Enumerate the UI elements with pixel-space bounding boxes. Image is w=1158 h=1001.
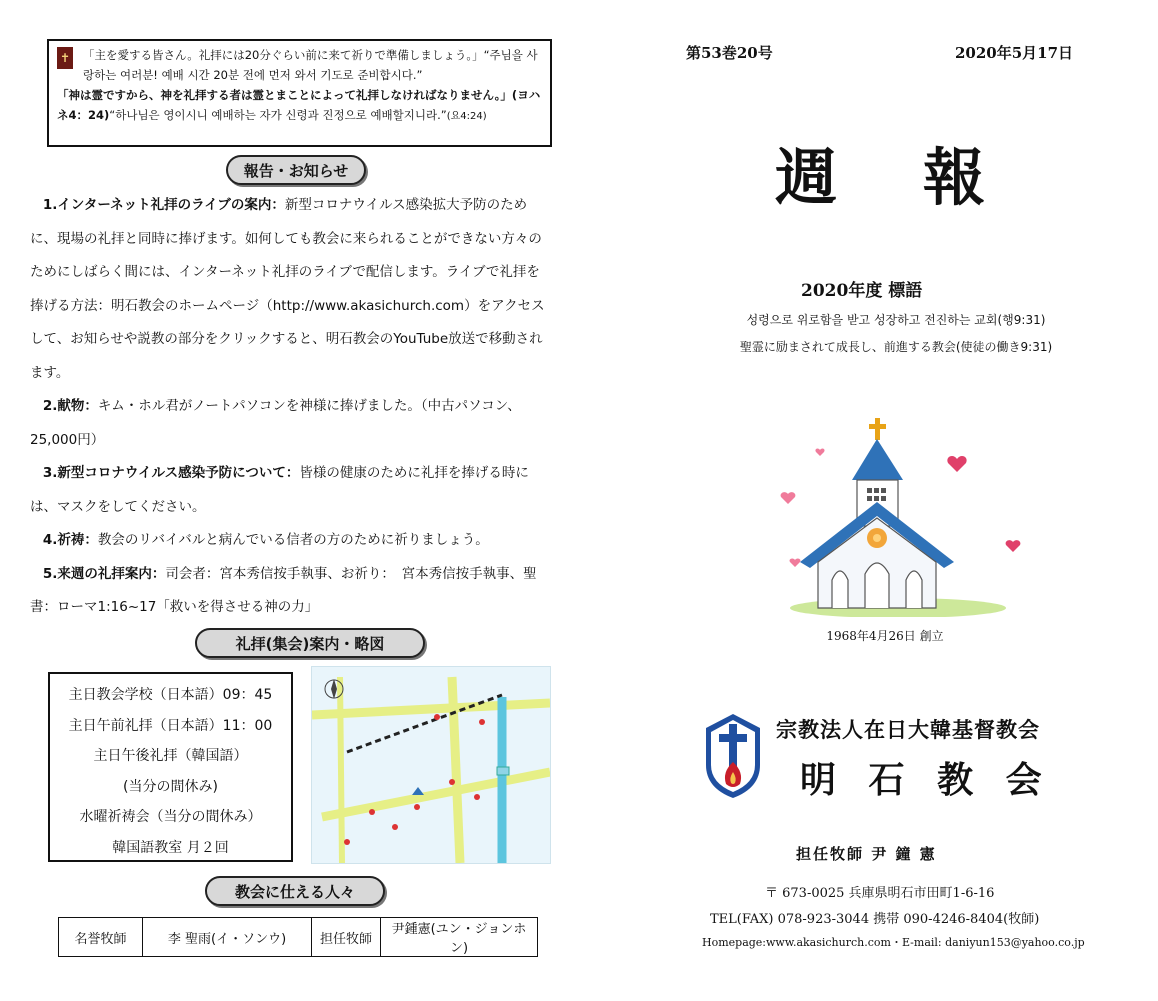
church-web: Homepage:www.akasichurch.com・E-mail: daniyun153@yahoo.co.jp <box>702 936 1085 949</box>
schedule-line: 主日教会学校（日本語）09：45 <box>68 687 273 703</box>
staff-table <box>58 917 538 957</box>
announcement-item: 4.祈祷：教会のリバイバルと病んでいる信者の方のために祈りましょう。 <box>42 532 489 548</box>
heart-icon <box>781 492 796 504</box>
heart-icon <box>1006 540 1021 552</box>
church-illustration <box>770 412 1030 617</box>
church-tel: TEL(FAX) 078-923-3044 携帯 090-4246-8404(牧師) <box>710 912 1040 927</box>
church-address: 〒 673-0025 兵庫県明石市田町1-6-16 <box>765 886 995 901</box>
volume-number: 第53巻20号 <box>686 44 773 62</box>
heart-icon <box>815 449 824 456</box>
church-name: 明 石 教 会 <box>800 759 1052 801</box>
worship-heading: 礼拝(集会)案内・略図 <box>195 628 425 658</box>
announcement-item: 5.来週の礼拝案内：司会者：宮本秀信按手執事、お祈り： 宮本秀信按手執事、聖書：ローマ1:16~17「救いを得させる神の力」 <box>30 565 537 615</box>
motto-korean: 성령으로 위로함을 받고 성장하고 전진하는 교회(행9:31) <box>746 313 1046 327</box>
schedule-line: 韓国語教室 月２回 <box>112 839 229 856</box>
church-organization: 宗教法人在日大韓基督教会 <box>776 717 1040 742</box>
heart-icon <box>947 456 966 472</box>
announcement-item: 3.新型コロナウイルス感染予防について：皆様の健康のために礼拝を捧げる時には、マスクをしてください。 <box>30 465 529 515</box>
announcement-item: 2.献物：キム・ホル君がノートパソコンを神様に捧げました。（中古パソコン、25,000円） <box>30 398 521 448</box>
schedule-line: 水曜祈祷会（当分の間休み） <box>79 809 262 825</box>
schedule-line: 主日午後礼拝（韓国語） <box>93 748 248 764</box>
verse-box <box>47 39 552 147</box>
schedule-line: (当分の間休み) <box>123 778 218 795</box>
announcements-heading: 報告・お知らせ <box>226 155 366 185</box>
bible-icon: ✝ <box>57 47 73 69</box>
staff-heading: 教会に仕える人々 <box>205 876 385 906</box>
verse-jp-2: 「神は霊ですから、神を礼拝する者は霊とまことによって礼拝しなければなりません。」(ヨハネ4：24) <box>57 88 541 122</box>
issue-date: 2020年5月17日 <box>955 44 1074 62</box>
table-cell: 尹鍾憲(ユン・ジョンホン) <box>381 918 538 957</box>
verse-kr-1: “주님을 사랑하는 여러분! 예배 시간 20분 전에 먼저 와서 기도로 준비합시다.” <box>83 48 538 82</box>
schedule-line: 主日午前礼拝（日本語）11：00 <box>68 717 273 734</box>
map-graphic <box>312 667 550 863</box>
verse-kr-2: “하나님은 영이시니 예배하는 자가 신령과 진정으로 예배할지니라.” <box>109 108 447 122</box>
pastor-name: 担任牧師 尹 鐘 憲 <box>796 845 937 863</box>
motto-title: 2020年度 標語 <box>801 281 923 301</box>
founded-date: 1968年4月26日 創立 <box>826 629 944 643</box>
table-cell: 担任牧師 <box>312 918 381 957</box>
church-map <box>311 666 551 864</box>
church-logo <box>702 710 764 800</box>
verse-kr-2-ref: (요4:24) <box>446 111 487 122</box>
logo-icon <box>702 710 764 800</box>
heart-icon <box>790 559 801 567</box>
page-title: 週 報 <box>775 141 998 214</box>
church-graphic <box>770 412 1030 617</box>
verse-jp-1: 「主を愛する皆さん。礼拝には20分ぐらい前に来て祈りで準備しましょう。」 <box>83 48 484 62</box>
announcements-list <box>30 189 552 625</box>
worship-schedule <box>48 672 293 862</box>
announcement-item: 1.インターネット礼拝のライブの案内：新型コロナウイルス感染拡大予防のために、現場の礼拝と同時に捧げます。如何しても教会に来られることができない方々のためにしばらく間には、インターネット礼拝のライブで配信します。ライブで礼拝を捧げる方法：明石教会のホームページ（http://www.akasichurch.com）をアクセスして、お知らせや説教の部分をクリックすると、明石教会のYouTube放送で移動されます。 <box>30 197 545 381</box>
table-cell: 名誉牧師 <box>59 918 143 957</box>
table-row <box>59 918 538 957</box>
table-cell: 李 聖雨(イ・ソンウ) <box>143 918 312 957</box>
motto-japanese: 聖霊に励まされて成長し、前進する教会(使徒の働き9:31) <box>739 340 1053 354</box>
